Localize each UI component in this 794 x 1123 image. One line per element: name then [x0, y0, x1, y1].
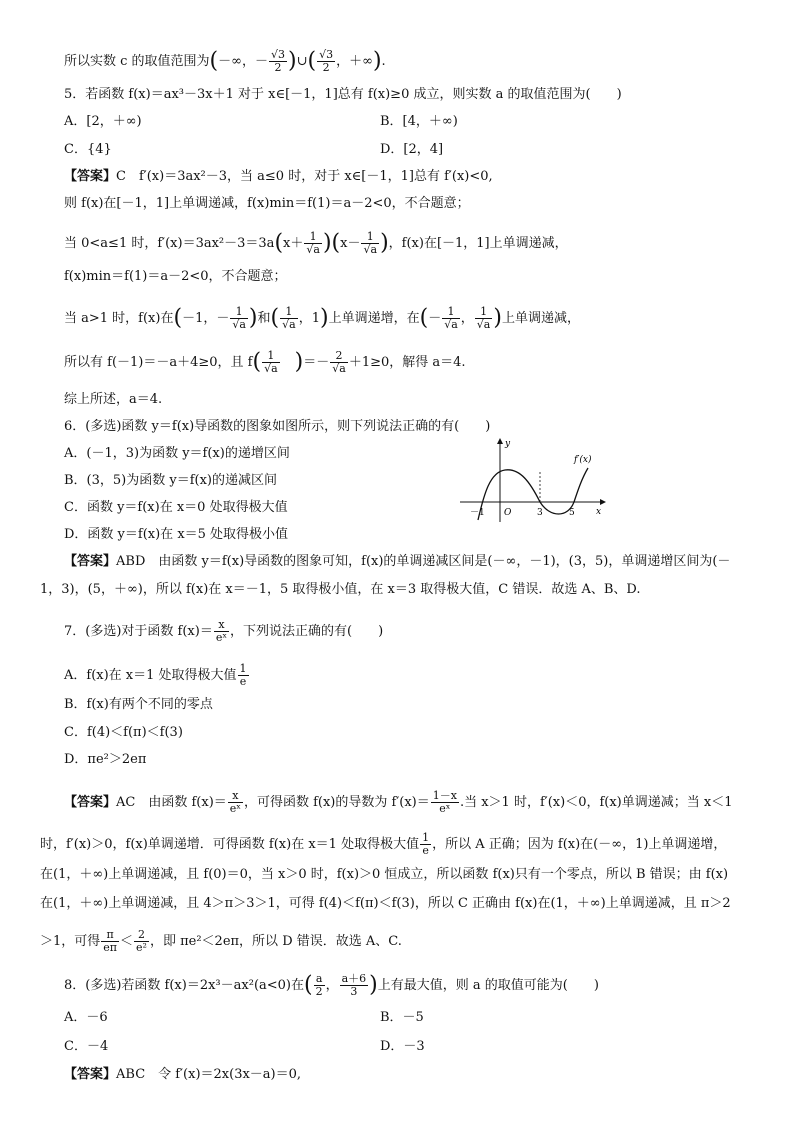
answer-6-line1 — [64, 553, 754, 571]
tick-minus-1: －1 — [470, 508, 485, 518]
text: ∪ — [296, 54, 308, 69]
text: ，＋∞ — [336, 54, 373, 69]
denominator: e — [239, 675, 247, 688]
answer-label: 【答案】 — [64, 169, 117, 184]
text: －1，－ — [182, 311, 230, 326]
numerator: 2 — [134, 929, 149, 942]
paren: )( — [322, 230, 341, 256]
question-8 — [64, 973, 754, 998]
paren: ( — [252, 349, 262, 375]
text: ， — [460, 311, 474, 326]
option-a: A．[2，＋∞) — [64, 114, 142, 129]
fraction — [475, 306, 493, 331]
paren: ) — [288, 48, 297, 74]
answer-7-line4: 在(1，＋∞)上单调递减，且 4＞π＞3＞1，可得 f(4)＜f(π)＜f(3)，所以 C 正确由 f(x)在(1，＋∞)上单调递减，且 π＞2 — [40, 896, 731, 911]
numerator: π — [101, 929, 119, 942]
question-7 — [64, 619, 754, 644]
text: 上单调递增，在 — [328, 311, 420, 326]
fraction — [442, 306, 460, 331]
fraction — [214, 619, 229, 644]
answer-5-line7: 综上所述，a＝4. — [64, 392, 163, 407]
y-axis-label: y — [505, 439, 511, 449]
text: ＜ — [120, 934, 134, 949]
option-c: C．{4} — [64, 142, 112, 157]
denominator: √a — [232, 318, 246, 331]
paren: ) — [248, 305, 258, 331]
fraction — [317, 49, 335, 74]
q5-options-row1 — [64, 113, 754, 131]
paren: ( — [419, 305, 429, 331]
fraction — [314, 973, 325, 998]
denominator: √a — [476, 318, 491, 331]
paren: ( — [270, 305, 280, 331]
fraction — [230, 306, 248, 331]
c-range-line — [64, 49, 754, 74]
q6-option-a: A．(－1，3)为函数 y＝f(x)的递增区间 — [64, 446, 290, 461]
option-b: B．[4，＋∞) — [380, 114, 458, 129]
answer-label: 【答案】 — [64, 795, 117, 810]
paren: ) — [319, 305, 329, 331]
paren: ) — [493, 305, 502, 331]
text: 7．(多选)对于函数 f(x)＝ — [64, 624, 213, 639]
numerator: 1 — [280, 306, 298, 319]
text: ABD 由函数 y＝f(x)导函数的图象可知，f(x)的单调递减区间是(－∞，－1)，(3，5)，单调递增区间为(－ — [116, 554, 731, 569]
fraction — [420, 832, 431, 857]
text: AC 由函数 f(x)＝ — [116, 795, 227, 810]
fraction — [101, 929, 119, 954]
fraction — [431, 790, 459, 815]
text: 8．(多选)若函数 f(x)＝2x³－ax²(a<0)在 — [64, 978, 304, 993]
paren: ) — [280, 349, 304, 375]
answer-5-line2: 则 f(x)在[－1，1]上单调递减，f(x)min＝f(1)＝a－2<0，不合题意； — [64, 196, 470, 211]
q8-options-row2 — [64, 1038, 754, 1056]
answer-8-line1 — [64, 1066, 754, 1084]
numerator: 1 — [262, 350, 280, 363]
answer-5-line5 — [64, 306, 754, 331]
text: ＝－ — [303, 355, 330, 370]
answer-7-line1 — [64, 790, 754, 815]
fraction — [134, 929, 149, 954]
denominator: 2 — [315, 985, 323, 998]
fraction — [269, 49, 287, 74]
fraction — [361, 231, 379, 256]
numerator: 1 — [230, 306, 248, 319]
text: ，可得函数 f(x)的导数为 f′(x)＝ — [243, 795, 430, 810]
text: 所以有 f(－1)＝－a＋4≥0，且 f — [64, 355, 253, 370]
q7-option-c: C．f(4)＜f(π)＜f(3) — [64, 725, 183, 740]
option-d: D．[2，4] — [380, 142, 444, 157]
paren: ( — [209, 48, 219, 74]
text: x－ — [340, 236, 361, 251]
paren: ) — [372, 48, 382, 74]
tick-5: 5 — [569, 508, 575, 518]
q6-option-b: B．(3，5)为函数 y＝f(x)的递减区间 — [64, 473, 278, 488]
q8-options-row1 — [64, 1009, 754, 1027]
text: ＞1，可得 — [40, 934, 101, 949]
text: 上单调递减， — [501, 311, 580, 326]
q6-option-d: D．函数 y＝f(x)在 x＝5 处取得极小值 — [64, 527, 289, 542]
text: 当 a>1 时，f(x)在 — [64, 311, 174, 326]
text: 上有最大值，则 a 的取值可能为( ) — [377, 978, 599, 993]
answer-5-line1 — [64, 168, 754, 186]
option-a: A．－6 — [64, 1010, 108, 1025]
paren: ) — [369, 972, 378, 998]
numerator: 1 — [475, 306, 493, 319]
numerator: √3 — [319, 48, 334, 61]
denominator: e — [422, 844, 429, 857]
fraction — [238, 663, 249, 688]
denominator: √a — [282, 318, 296, 331]
paren: ) — [380, 230, 389, 256]
denominator: 3 — [350, 985, 358, 998]
text: ＋1≥0，解得 a＝4. — [348, 355, 466, 370]
fraction — [340, 973, 369, 998]
curve-label: f′(x) — [574, 455, 592, 465]
paren: ( — [274, 230, 284, 256]
x-axis-arrow — [600, 499, 606, 505]
answer-5-line4: f(x)min＝f(1)＝a－2<0，不合题意； — [64, 269, 287, 284]
answer-label: 【答案】 — [64, 1067, 117, 1082]
text: ，即 πe²＜2eπ，所以 D 错误．故选 A、C. — [149, 934, 402, 949]
numerator: 1 — [361, 231, 379, 244]
derivative-graph — [460, 436, 610, 526]
answer-7-line2 — [40, 832, 754, 857]
q7-option-b: B．f(x)有两个不同的零点 — [64, 697, 213, 712]
fraction — [262, 350, 280, 375]
text: x＋ — [283, 236, 304, 251]
answer-7-line5 — [40, 929, 754, 954]
q6-option-c: C．函数 y＝f(x)在 x＝0 处取得极大值 — [64, 500, 288, 515]
text: C f′(x)＝3ax²－3，当 a≤0 时，对于 x∈[－1，1]总有 f′(x)<0, — [116, 169, 493, 184]
numerator: 2 — [330, 350, 348, 363]
answer-6-line2: 1，3)，(5，＋∞)，所以 f(x)在 x＝－1，5 取得极小值，在 x＝3 取得极大值，C 错误．故选 A、B、D. — [40, 582, 641, 597]
paren: ( — [304, 972, 313, 998]
denominator: eˣ — [229, 802, 241, 815]
question-6: 6．(多选)函数 y＝f(x)导函数的图象如图所示，则下列说法正确的有( ) — [64, 419, 491, 434]
q7-option-d: D．πe²＞2eπ — [64, 752, 147, 767]
denominator: √a — [306, 243, 320, 256]
paren: ( — [173, 305, 183, 331]
answer-7-line3: 在(1，＋∞)上单调递减，且 f(0)＝0，当 x＞0 时，f(x)＞0 恒成立，所以函数 f(x)只有一个零点，所以 B 错误；由 f(x) — [40, 867, 729, 882]
denominator: eˣ — [215, 631, 228, 644]
numerator: a＋6 — [341, 972, 367, 985]
question-5: 5．若函数 f(x)＝ax³－3x＋1 对于 x∈[－1，1]总有 f(x)≥0 成立，则实数 a 的取值范围为( ) — [64, 87, 622, 102]
numerator: √3 — [270, 48, 285, 61]
denominator: e² — [136, 941, 147, 954]
text: ，1 — [298, 311, 320, 326]
fraction — [330, 350, 348, 375]
y-axis-arrow — [497, 438, 503, 444]
numerator: 1 — [442, 306, 460, 319]
text: ，所以 A 正确；因为 f(x)在(－∞，1)上单调递增， — [432, 837, 727, 852]
text: ，下列说法正确的有( ) — [230, 624, 384, 639]
text: ABC 令 f′(x)＝2x(3x－a)＝0, — [116, 1067, 302, 1082]
numerator: 1 — [239, 662, 247, 675]
option-c: C．－4 — [64, 1039, 109, 1054]
comma: ， — [325, 978, 339, 993]
fraction — [280, 306, 298, 331]
q5-options-row2 — [64, 141, 754, 159]
x-axis-label: x — [596, 507, 602, 517]
denominator: √a — [363, 243, 378, 256]
denominator: √a — [444, 318, 458, 331]
answer-5-line6 — [64, 350, 754, 375]
text: 当 0<a≤1 时，f′(x)＝3ax²－3＝3a — [64, 236, 275, 251]
tick-origin: O — [504, 508, 512, 518]
text: 所以实数 c 的取值范围为 — [64, 54, 210, 69]
numerator: x — [214, 619, 229, 632]
text: . — [381, 54, 386, 69]
answer-label: 【答案】 — [64, 554, 117, 569]
numerator: x — [228, 790, 243, 803]
denominator: eˣ — [439, 802, 451, 815]
text: A．f(x)在 x＝1 处取得极大值 — [64, 668, 237, 683]
q7-option-a — [64, 663, 754, 688]
denominator: 2 — [322, 61, 330, 74]
tick-3: 3 — [537, 508, 543, 518]
text: －∞，－ — [218, 54, 268, 69]
answer-5-line3 — [64, 231, 754, 256]
text: ，f(x)在[－1，1]上单调递减， — [388, 236, 568, 251]
denominator: eπ — [103, 941, 118, 954]
text: 和 — [257, 311, 271, 326]
option-d: D．－3 — [380, 1039, 425, 1054]
denominator: 2 — [274, 61, 282, 74]
text: .当 x＞1 时，f′(x)＜0，f(x)单调递减；当 x＜1 — [459, 795, 733, 810]
numerator: 1 — [304, 231, 322, 244]
text: － — [428, 311, 442, 326]
numerator: 1 — [422, 831, 430, 844]
paren: ( — [307, 48, 317, 74]
fraction — [228, 790, 243, 815]
option-b: B．－5 — [380, 1010, 424, 1025]
denominator: √a — [332, 362, 346, 375]
numerator: a — [314, 973, 325, 986]
denominator: √a — [264, 362, 278, 375]
text: 时，f′(x)＞0，f(x)单调递增．可得函数 f(x)在 x＝1 处取得极大值 — [40, 837, 420, 852]
fraction — [304, 231, 322, 256]
numerator: 1－x — [432, 789, 457, 802]
